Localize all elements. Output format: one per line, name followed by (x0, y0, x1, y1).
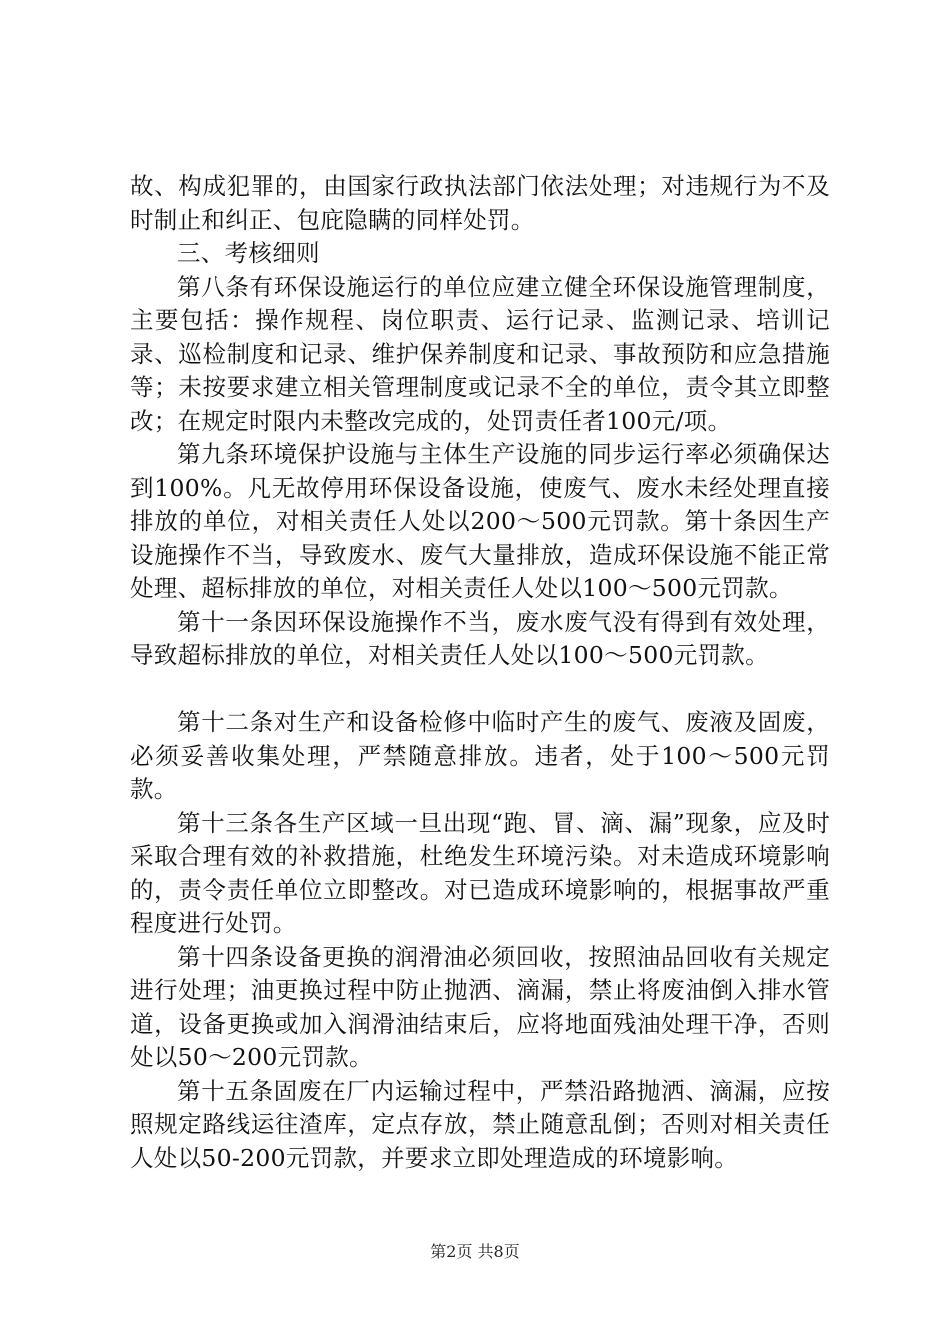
article-15-paragraph: 第十五条固废在厂内运输过程中，严禁沿路抛洒、滴漏，应按照规定路线运往渣库，定点存放，禁止随意乱倒；否则对相关责任人处以50-200元罚款，并要求立即处理造成的环境影响。 (130, 1076, 830, 1172)
article-13-paragraph: 第十三条各生产区域一旦出现“跑、冒、滴、漏”现象，应及时采取合理有效的补救措施，杜绝发生环境污染。对未造成环境影响的，责令责任单位立即整改。对已造成环境影响的，根据事故严重程度进行处罚。 (130, 808, 830, 937)
paragraph-continuation: 故、构成犯罪的，由国家行政执法部门依法处理；对违规行为不及时制止和纠正、包庇隐瞒的同样处罚。 (130, 172, 830, 234)
page-number-footer: 第2页 共8页 (430, 1242, 520, 1261)
document-body (130, 170, 830, 1175)
article-11-paragraph: 第十一条因环保设施操作不当，废水废气没有得到有效处理，导致超标排放的单位，对相关责任人处以100～500元罚款。 (130, 607, 830, 669)
article-8-paragraph: 第八条有环保设施运行的单位应建立健全环保设施管理制度，主要包括：操作规程、岗位职责、运行记录、监测记录、培训记录、巡检制度和记录、维护保养制度和记录、事故预防和应急措施等；未按要求建立相关管理制度或记录不全的单位，责令其立即整改；在规定时限内未整改完成的，处罚责任者100元/项。 (130, 272, 830, 435)
article-14-paragraph: 第十四条设备更换的润滑油必须回收，按照油品回收有关规定进行处理；油更换过程中防止抛洒、滴漏，禁止将废油倒入排水管道，设备更换或加入润滑油结束后，应将地面残油处理干净，否则处以50～200元罚款。 (130, 942, 830, 1071)
section-heading: 三、考核细则 (177, 239, 320, 267)
article-12-paragraph: 第十二条对生产和设备检修中临时产生的废气、废液及固废，必须妥善收集处理，严禁随意排放。违者，处于100～500元罚款。 (130, 708, 830, 803)
article-9-10-paragraph: 第九条环境保护设施与主体生产设施的同步运行率必须确保达到100%。凡无故停用环保设备设施，使废气、废水未经处理直接排放的单位，对相关责任人处以200～500元罚款。第十条因生产设施操作不当，导致废水、废气大量排放，造成环保设施不能正常处理、超标排放的单位，对相关责任人处以100～500元罚款。 (130, 440, 830, 602)
